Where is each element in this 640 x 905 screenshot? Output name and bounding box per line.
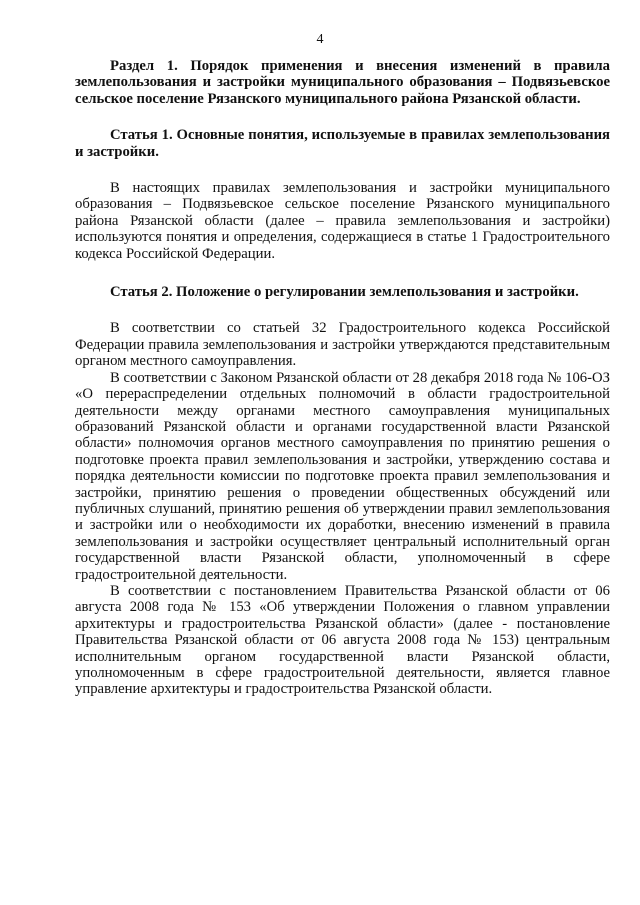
page-number: 4 [316,32,324,47]
article-2-paragraph-1: В соответствии со статьей 32 Градостроительного кодекса Российской Федерации правила землепользования и застройки утверждаются представительным органом местного самоуправления. [75,320,610,370]
article-2-heading: Статья 2. Положение о регулировании землепользования и застройки. [110,284,579,301]
document-body [75,58,610,698]
article-1-paragraph: В настоящих правилах землепользования и застройки муниципального образования – Подвязьевское сельское поселение Рязанского муниципального района Рязанской области (далее – правила землепользования и застройки) используются понятия и определения, содержащиеся в статье 1 Градостроительного кодекса Российской Федерации. [75,180,610,262]
article-2-paragraph-3: В соответствии с постановлением Правительства Рязанской области от 06 августа 2008 года № 153 «Об утверждении Положения о главном управлении архитектуры и градостроительства Рязанской области» (далее - постановление Правительства Рязанской области от 06 августа 2008 года № 153) центральным исполнительным органом государственной власти Рязанской области, уполномоченным в сфере градостроительной деятельности, является главное управление архитектуры и градостроительства Рязанской области. [75,582,610,698]
article-2-paragraph-2: В соответствии с Законом Рязанской области от 28 декабря 2018 года № 106-ОЗ «О перераспределении отдельных полномочий в области градостроительной деятельности между органами местного самоуправления муниципальных образований Рязанской области и органами государственной власти Рязанской области» полномочия органов местного самоуправления по принятию решения о подготовке проекта правил землепользования и застройки, утверждению состава и порядка деятельности комиссии по подготовке проекта правил землепользования и застройки, принятию решения о проведении общественных обсуждений или публичных слушаний, принятию решения об утверждении правил землепользования и застройки или о необходимости их доработки, внесению изменений в правила землепользования и застройки осуществляет центральный исполнительный орган государственной власти Рязанской области, уполномоченный в сфере градостроительной деятельности. [75,369,610,583]
article-1-heading: Статья 1. Основные понятия, используемые в правилах землепользования и застройки. [75,127,610,160]
section-heading: Раздел 1. Порядок применения и внесения изменений в правила землепользования и застройки муниципального образования – Подвязьевское сельское поселение Рязанского муниципального района Рязанской области. [75,58,610,107]
